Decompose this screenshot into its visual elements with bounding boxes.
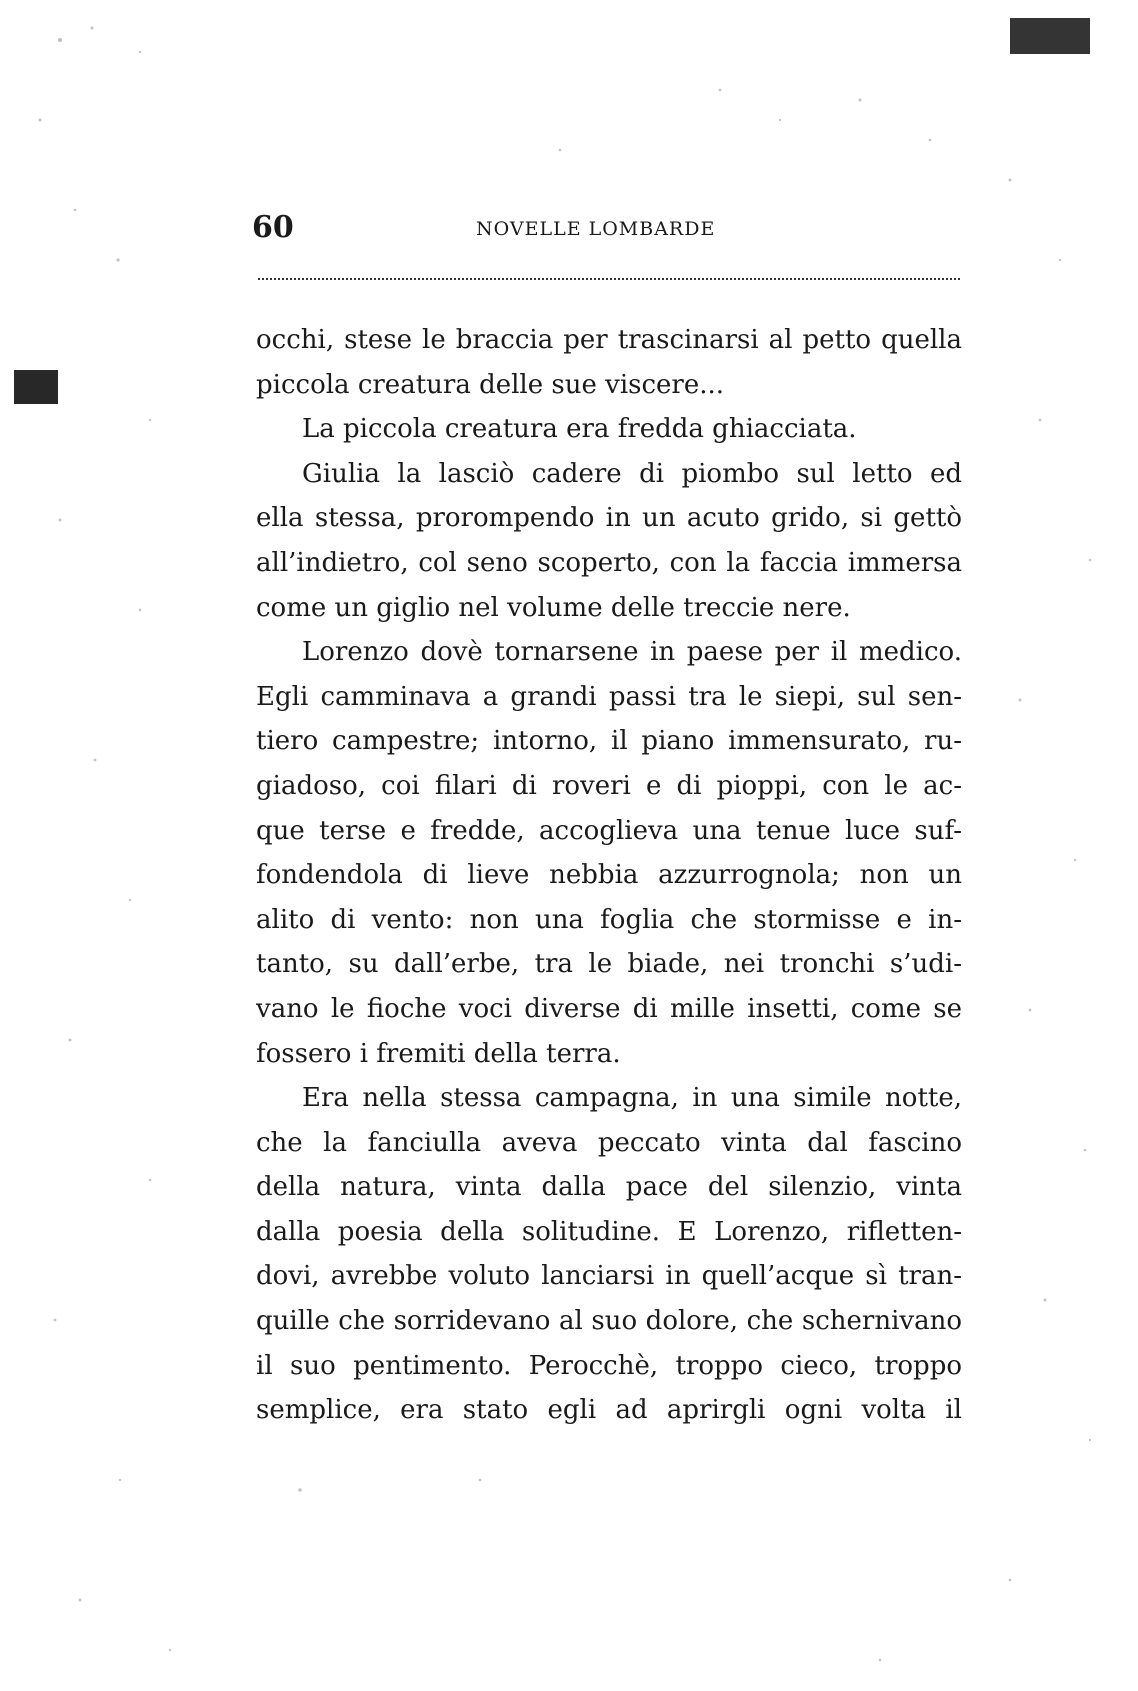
- text-line: alito di vento: non una foglia che stormisse e in-: [256, 904, 962, 935]
- text-line: dalla poesia della solitudine. E Lorenzo, rifletten-: [256, 1216, 962, 1247]
- body-text: [256, 318, 962, 1433]
- text-line: occhi, stese le braccia per trascinarsi al petto quella: [256, 325, 962, 355]
- text-line: tanto, su dall’erbe, tra le biade, nei tronchi s’udi-: [256, 949, 962, 980]
- text-line: che la fanciulla aveva peccato vinta dal fascino: [256, 1127, 962, 1158]
- text-line: que terse e fredde, accoglieva una tenue luce suf-: [256, 815, 962, 846]
- text-line: Egli camminava a grandi passi tra le siepi, sul sen-: [256, 681, 962, 712]
- running-title: NOVELLE LOMBARDE: [476, 218, 716, 240]
- scan-edge-mark: [14, 370, 58, 404]
- page-number: 60: [252, 210, 294, 245]
- text-line: Era nella stessa campagna, in una simile notte,: [302, 1083, 962, 1114]
- text-line: semplice, era stato egli ad aprirgli ogni volta il: [256, 1395, 962, 1426]
- text-line: della natura, vinta dalla pace del silenzio, vinta: [256, 1172, 962, 1203]
- text-line: giadoso, coi filari di roveri e di pioppi, con le ac-: [256, 770, 962, 801]
- text-line: piccola creatura delle sue viscere...: [256, 369, 725, 400]
- text-line: La piccola creatura era fredda ghiacciata.: [302, 414, 857, 445]
- text-line: all’indietro, col seno scoperto, con la faccia immersa: [256, 547, 962, 578]
- text-line: vano le fioche voci diverse di mille insetti, come se: [256, 993, 962, 1024]
- text-line: fossero i fremiti della terra.: [256, 1038, 621, 1069]
- text-line: Giulia la lasciò cadere di piombo sul letto ed: [302, 458, 962, 489]
- text-line: fondendola di lieve nebbia azzurrognola; non un: [256, 860, 962, 891]
- text-line: ella stessa, prorompendo in un acuto grido, si gettò: [256, 503, 962, 534]
- text-line: il suo pentimento. Perocchè, troppo cieco, troppo: [256, 1350, 962, 1381]
- text-line: tiero campestre; intorno, il piano immensurato, ru-: [256, 726, 962, 757]
- text-line: quille che sorridevano al suo dolore, che schernivano: [256, 1306, 962, 1337]
- text-line: dovi, avrebbe voluto lanciarsi in quell’acque sì tran-: [256, 1261, 962, 1292]
- text-line: Lorenzo dovè tornarsene in paese per il medico.: [302, 637, 962, 668]
- scan-edge-mark: [1010, 18, 1090, 54]
- header-rule: [258, 278, 960, 280]
- text-line: come un giglio nel volume delle treccie nere.: [256, 592, 851, 623]
